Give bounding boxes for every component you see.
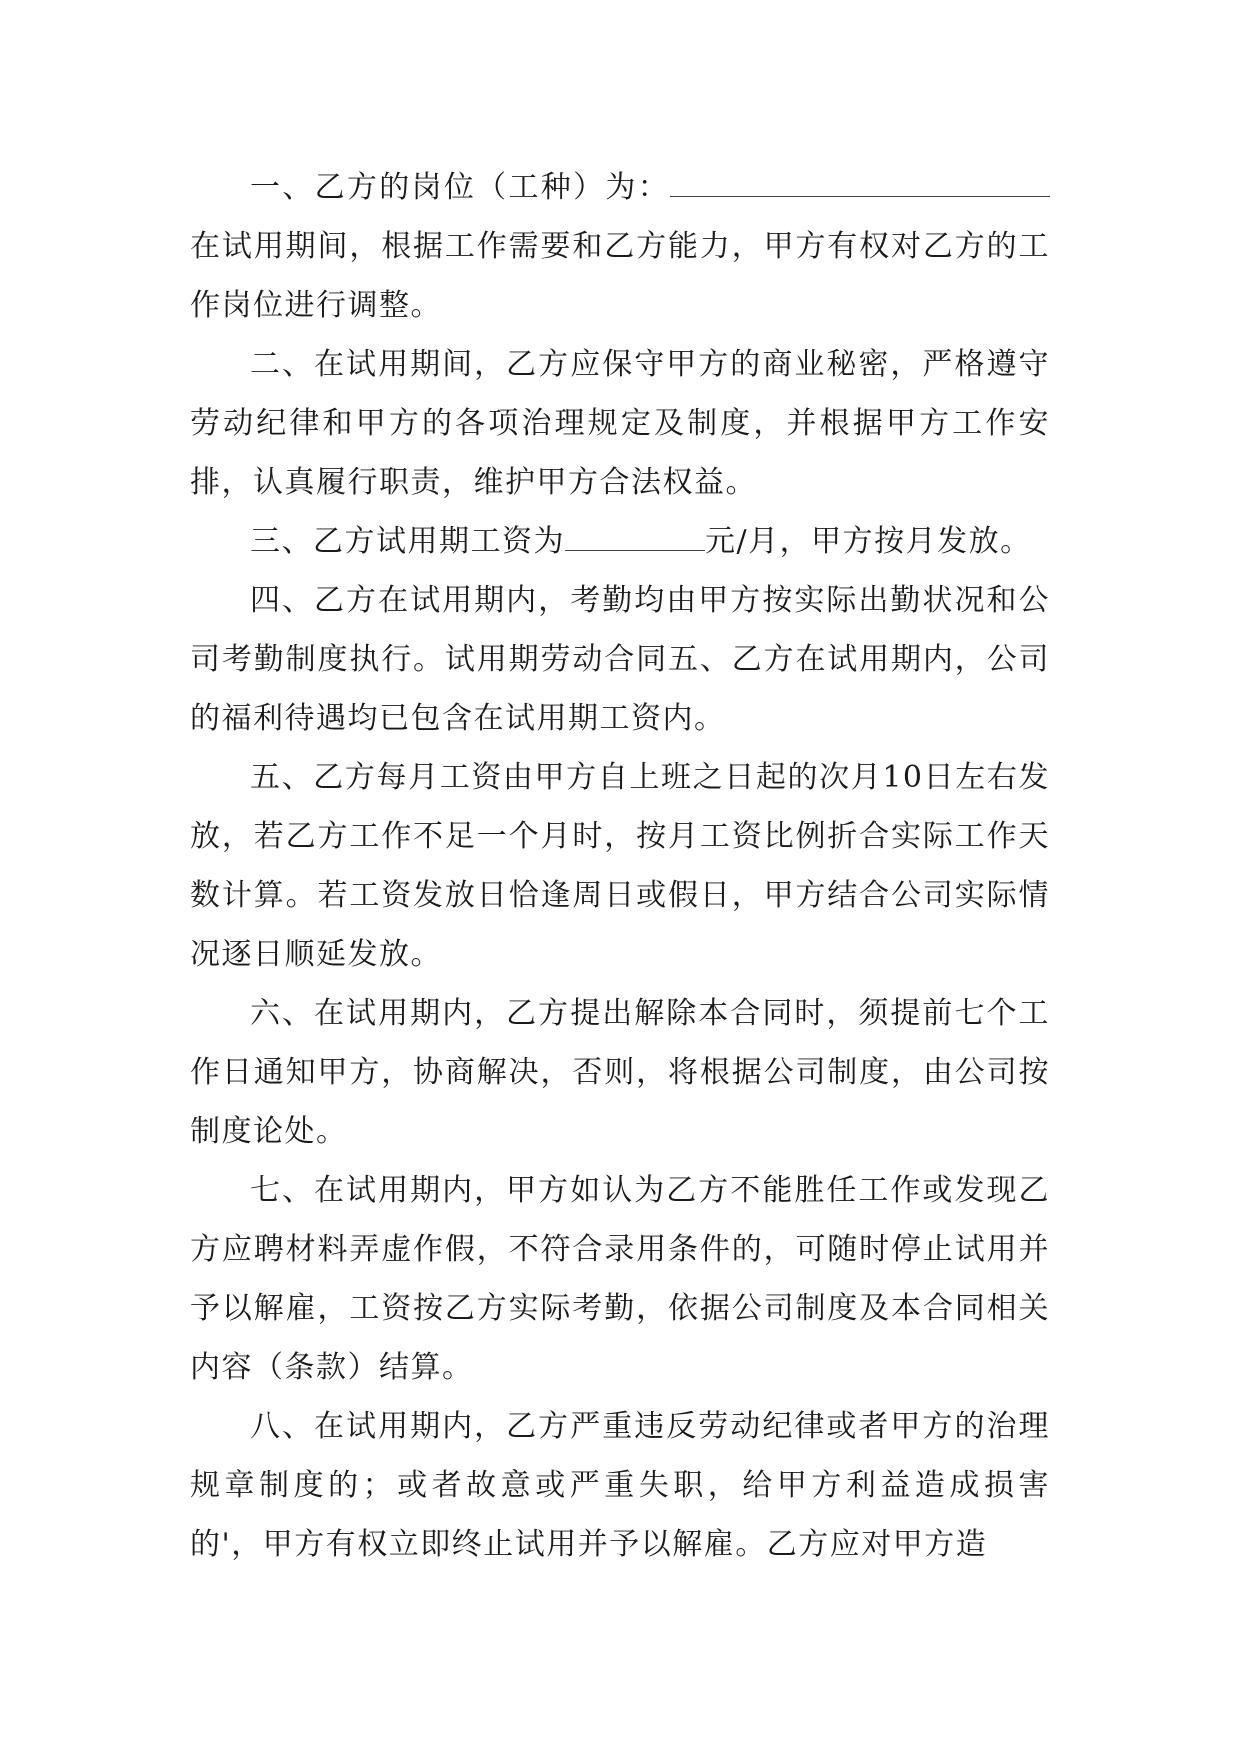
position-blank-field (670, 170, 1050, 197)
clause-1-text-end: 在试用期间，根据工作需要和乙方能力，甲方有权对乙方的工作岗位进行调整。 (190, 229, 1050, 323)
clause-3-text-start: 三、乙方试用期工资为 (250, 524, 565, 559)
clause-3-text-end: 元/月，甲方按月发放。 (705, 524, 1032, 559)
clause-2: 二、在试用期间，乙方应保守甲方的商业秘密，严格遵守劳动纪律和甲方的各项治理规定及制度，并根据甲方工作安排，认真履行职责，维护甲方合法权益。 (190, 347, 1050, 500)
clause-1-text-start: 一、乙方的岗位（工种）为： (250, 170, 670, 205)
clause-1 (190, 158, 1050, 335)
clause-5: 五、乙方每月工资由甲方自上班之日起的次月10日左右发放，若乙方工作不足一个月时，按月工资比例折合实际工作天数计算。若工资发放日恰逢周日或假日，甲方结合公司实际情况逐日顺延发放。 (190, 760, 1050, 972)
clause-4: 四、乙方在试用期内，考勤均由甲方按实际出勤状况和公司考勤制度执行。试用期劳动合同五、乙方在试用期内，公司的福利待遇均已包含在试用期工资内。 (190, 583, 1050, 736)
document-body (190, 158, 1050, 1574)
clause-7: 七、在试用期内，甲方如认为乙方不能胜任工作或发现乙方应聘材料弄虚作假，不符合录用条件的，可随时停止试用并予以解雇，工资按乙方实际考勤，依据公司制度及本合同相关内容（条款）结算。 (190, 1173, 1050, 1385)
salary-blank-field (565, 524, 705, 551)
clause-8: 八、在试用期内，乙方严重违反劳动纪律或者甲方的治理规章制度的；或者故意或严重失职，给甲方利益造成损害的'，甲方有权立即终止试用并予以解雇。乙方应对甲方造 (190, 1409, 1050, 1562)
clause-6: 六、在试用期内，乙方提出解除本合同时，须提前七个工作日通知甲方，协商解决，否则，将根据公司制度，由公司按制度论处。 (190, 996, 1050, 1149)
clause-3 (190, 512, 1050, 571)
